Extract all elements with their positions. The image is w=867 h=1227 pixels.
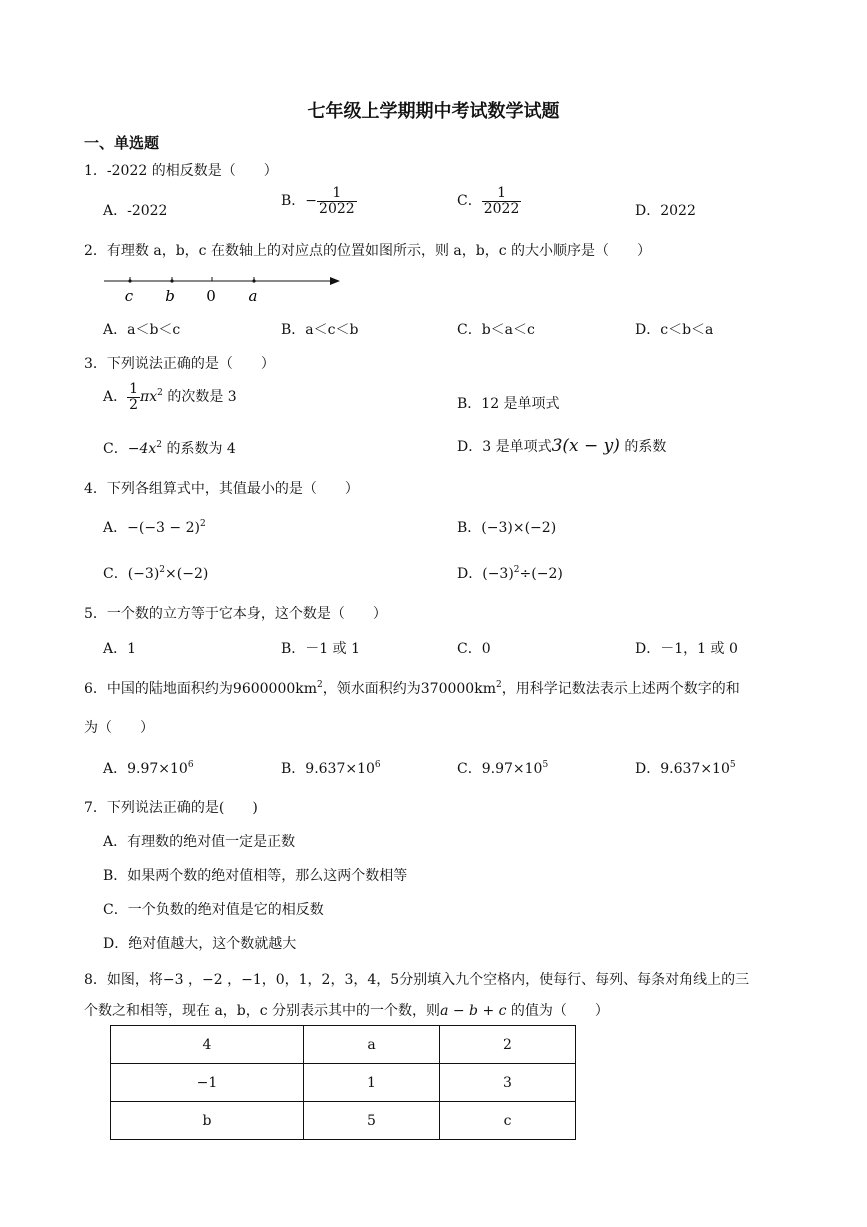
math-expression: −(−3 − 2): [127, 520, 200, 536]
table-cell: 5: [304, 1102, 440, 1140]
math-value: 370000km: [420, 681, 496, 697]
option-label: B．: [457, 520, 482, 536]
question-text: ，用科学记数法表示上述两个数字的和: [501, 681, 740, 697]
math-expression: 9.637×10: [305, 761, 375, 777]
table-cell: b: [111, 1102, 304, 1140]
math-expression: 3(x − y): [551, 436, 620, 456]
q5-option-d: D．－1，1 或 0: [635, 641, 738, 657]
q5-option-a: A．1: [103, 641, 137, 657]
q1-option-d: D．2022: [635, 203, 696, 219]
q1-option-b: [281, 186, 357, 216]
exponent: 2: [159, 565, 166, 575]
math-expression: 9.97×10: [127, 761, 188, 777]
math-expression: (−3)×(−2): [481, 520, 557, 536]
table-cell: 1: [304, 1064, 440, 1102]
axis-arrow: [330, 277, 340, 285]
math-expression: a − b + c: [440, 1003, 507, 1019]
point-a: [252, 279, 255, 282]
q2-option-a: A．a＜b＜c: [103, 322, 181, 338]
question-text: 个数之和相等，现在 a，b，c 分别表示其中的一个数，则: [84, 1003, 441, 1019]
table-cell: 4: [111, 1026, 304, 1064]
question-text: ，领水面积约为: [322, 681, 421, 697]
magic-square-table: [110, 1025, 576, 1140]
option-text: 的次数是 3: [162, 389, 237, 406]
math-value: 9600000km: [232, 681, 318, 697]
q7-option-c: C．一个负数的绝对值是它的相反数: [103, 902, 324, 918]
math-expression: (−3): [482, 566, 514, 582]
question-6-stem-line1: [84, 678, 740, 698]
table-row: [111, 1026, 576, 1064]
option-text: 的系数: [619, 439, 667, 455]
exponent: 2: [199, 519, 206, 529]
q3-option-d: [457, 436, 666, 456]
option-label: C．: [457, 193, 482, 210]
question-text: 6．中国的陆地面积约为: [84, 681, 233, 697]
option-label: A．: [103, 389, 128, 406]
q2-option-c: C．b＜a＜c: [457, 322, 535, 338]
option-label: B．: [281, 193, 306, 210]
question-8-stem-line2: [84, 1000, 609, 1020]
q4-option-d: [457, 563, 563, 583]
number-list: −3 ，−2 ，−1，0，1，2，3，4，5: [162, 972, 400, 988]
math-expression: ÷(−2): [519, 566, 563, 582]
q4-option-b: [457, 517, 556, 537]
fraction: [127, 382, 140, 412]
math-expression: ×(−2): [165, 566, 209, 582]
question-8-stem-line1: [84, 969, 749, 989]
option-label: C．: [103, 566, 128, 582]
exponent: 2: [513, 565, 520, 575]
question-4-stem: 4．下列各组算式中，其值最小的是（ ）: [84, 481, 359, 497]
option-text: D．3 是单项式: [457, 439, 552, 455]
option-text: 的系数为 4: [162, 441, 236, 457]
denominator: 2022: [319, 200, 355, 217]
table-cell: 2: [440, 1026, 576, 1064]
math-expression: 9.637×10: [660, 761, 730, 777]
exponent: 5: [542, 760, 549, 770]
exponent: 6: [187, 760, 194, 770]
option-label: C．: [103, 441, 128, 457]
exponent: 2: [495, 680, 502, 690]
option-label: C．: [457, 761, 482, 777]
table-cell: c: [440, 1102, 576, 1140]
q3-option-c: [103, 438, 236, 458]
fraction: [482, 186, 522, 216]
q7-option-b: B．如果两个数的绝对值相等，那么这两个数相等: [103, 868, 408, 884]
question-text: 8．如图，将: [84, 972, 163, 988]
question-3-stem: 3．下列说法正确的是（ ）: [84, 356, 275, 372]
option-label: A．: [103, 761, 128, 777]
table-row: [111, 1064, 576, 1102]
table-row: [111, 1102, 576, 1140]
numerator: 1: [129, 381, 139, 397]
point-b: [170, 279, 173, 282]
q6-option-c: [457, 758, 548, 778]
table-cell: a: [304, 1026, 440, 1064]
math-expression: −4x: [127, 441, 157, 457]
q6-option-a: [103, 758, 194, 778]
q4-option-a: [103, 517, 206, 537]
axis-label-c: c: [124, 287, 134, 305]
number-line-diagram: [100, 270, 345, 306]
axis-label-zero: 0: [206, 287, 216, 305]
table-cell: 3: [440, 1064, 576, 1102]
q7-option-d: D．绝对值越大，这个数就越大: [103, 936, 297, 952]
q2-option-d: D．c＜b＜a: [635, 322, 714, 338]
option-label: D．: [457, 566, 483, 582]
q3-option-b: B．12 是单项式: [457, 396, 560, 412]
page-title: 七年级上学期期中考试数学试题: [307, 101, 560, 122]
q6-option-b: [281, 758, 381, 778]
minus-sign: −: [305, 193, 318, 210]
question-7-stem: 7．下列说法正确的是( ): [84, 800, 258, 816]
math-expression: πx: [140, 389, 158, 406]
option-label: D．: [635, 761, 661, 777]
option-label: A．: [103, 520, 128, 536]
point-c: [128, 279, 131, 282]
q6-option-d: [635, 758, 736, 778]
question-text: 的值为（ ）: [506, 1003, 609, 1019]
exponent: 6: [374, 760, 381, 770]
axis-label-a: a: [248, 287, 258, 305]
exponent: 2: [317, 680, 323, 690]
table-cell: −1: [111, 1064, 304, 1102]
q4-option-c: [103, 563, 208, 583]
question-1-stem: 1．-2022 的相反数是（ ）: [84, 163, 278, 179]
q1-option-a: A．-2022: [103, 203, 168, 219]
option-label: B．: [281, 761, 306, 777]
denominator: 2: [129, 396, 139, 413]
q2-option-b: B．a＜c＜b: [281, 322, 359, 338]
exponent: 5: [729, 760, 736, 770]
q5-option-b: B．－1 或 1: [281, 641, 361, 657]
math-expression: (−3): [127, 566, 160, 582]
math-expression: 9.97×10: [481, 761, 543, 777]
exponent: 2: [156, 440, 162, 450]
denominator: 2022: [483, 200, 520, 217]
question-6-stem-line2: 为（ ）: [84, 720, 154, 736]
q5-option-c: C．0: [457, 641, 491, 657]
section-heading: 一、单选题: [84, 134, 160, 152]
question-2-stem: 2．有理数 a，b，c 在数轴上的对应点的位置如图所示，则 a，b，c 的大小顺序是（ ）: [84, 243, 652, 259]
numerator: 1: [497, 185, 506, 201]
question-5-stem: 5．一个数的立方等于它本身，这个数是（ ）: [84, 606, 387, 622]
axis-label-b: b: [165, 287, 175, 305]
q3-option-a: [103, 382, 237, 412]
question-text: 分别填入九个空格内，使每行、每列、每条对角线上的三: [399, 972, 750, 988]
exponent: 2: [157, 388, 163, 399]
q1-option-c: [457, 186, 521, 216]
q7-option-a: A．有理数的绝对值一定是正数: [103, 834, 296, 850]
numerator: 1: [332, 185, 342, 201]
fraction: [317, 186, 357, 216]
